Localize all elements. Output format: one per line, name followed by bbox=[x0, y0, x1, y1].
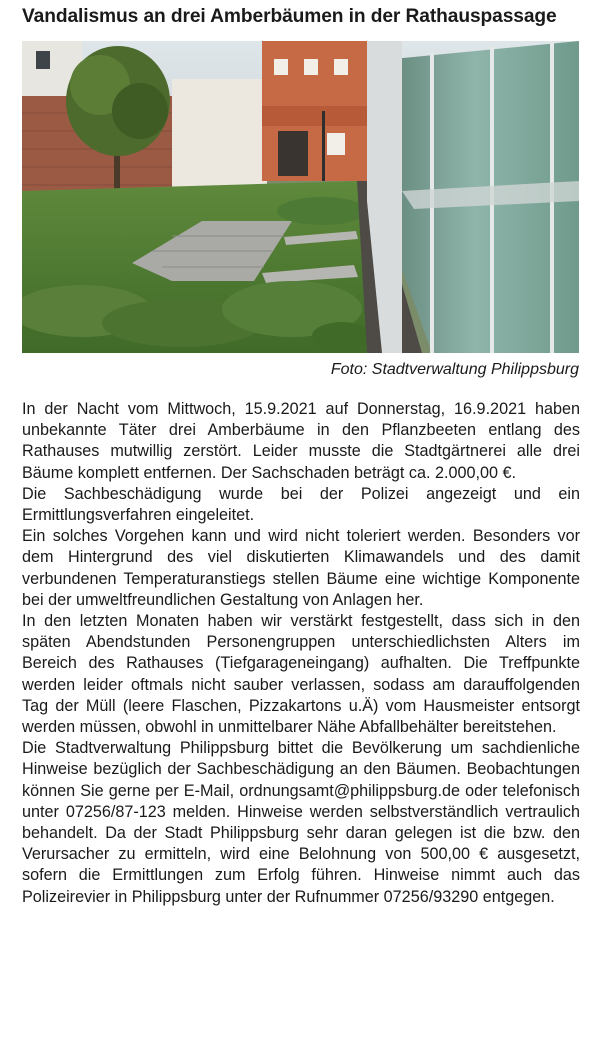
article-headline: Vandalismus an drei Amberbäumen in der Rathauspassage bbox=[22, 6, 557, 27]
article-paragraph: In der Nacht vom Mittwoch, 15.9.2021 auf Donnerstag, 16.9.2021 haben unbekannte Täter drei Amberbäume in den Pflanzbeeten entlang des Rathauses mutwillig zerstört. Leider musste die Stadtgärtnerei alle drei Bäume komplett entfernen. Der Sachschaden beträgt ca. 2.000,00 €. bbox=[22, 400, 580, 482]
photo-caption: Foto: Stadtverwaltung Philippsburg bbox=[330, 361, 579, 378]
article-photo bbox=[22, 41, 579, 353]
article-paragraph: In den letzten Monaten haben wir verstärkt festgestellt, dass sich in den späten Abendstunden Personengruppen unterschiedlichsten Alters im Bereich des Rathauses (Tiefgarageneingang) aufhalten. Die Treffpunkte werden leider oftmals nicht sauber verlassen, sodass am darauffolgenden Tag der Müll (leere Flaschen, Pizzakartons u.Ä) vom Hausmeister entsorgt werden müssen, obwohl in unmittelbarer Nähe Abfallbehälter bereitstehen. bbox=[22, 612, 580, 737]
article-paragraph: Die Sachbeschädigung wurde bei der Polizei angezeigt und ein Ermittlungsverfahren eingeleitet. bbox=[22, 484, 580, 525]
article-paragraph: Ein solches Vorgehen kann und wird nicht toleriert werden. Besonders vor dem Hintergrund des viel diskutierten Klimawandels und des damit verbundenen Temperaturanstiegs stellen Bäume eine wichtige Komponente bei der umweltfreundlichen Gestaltung von Anlagen her. bbox=[22, 527, 580, 609]
article-paragraph: Die Stadtverwaltung Philippsburg bittet die Bevölkerung um sachdienliche Hinweise bezüglich der Sachbeschädigung an den Bäumen. Beobachtungen können Sie gerne per E-Mail, ordnungsamt@philippsburg.de oder telefonisch unter 07256/87-123 melden. Hinweise werden selbstverständlich vertraulich behandelt. Da der Stadt Philippsburg sehr daran gelegen ist die bzw. den Verursacher zu ermitteln, wird eine Belohnung von 500,00 € ausgesetzt, sofern die Ermittlungen zum Erfolg führen. Hinweise nimmt auch das Polizeirevier in Philippsburg unter der Rufnummer 07256/93290 entgegen. bbox=[22, 739, 580, 906]
article-body bbox=[22, 399, 580, 908]
courtyard-photo-illustration bbox=[22, 41, 579, 353]
